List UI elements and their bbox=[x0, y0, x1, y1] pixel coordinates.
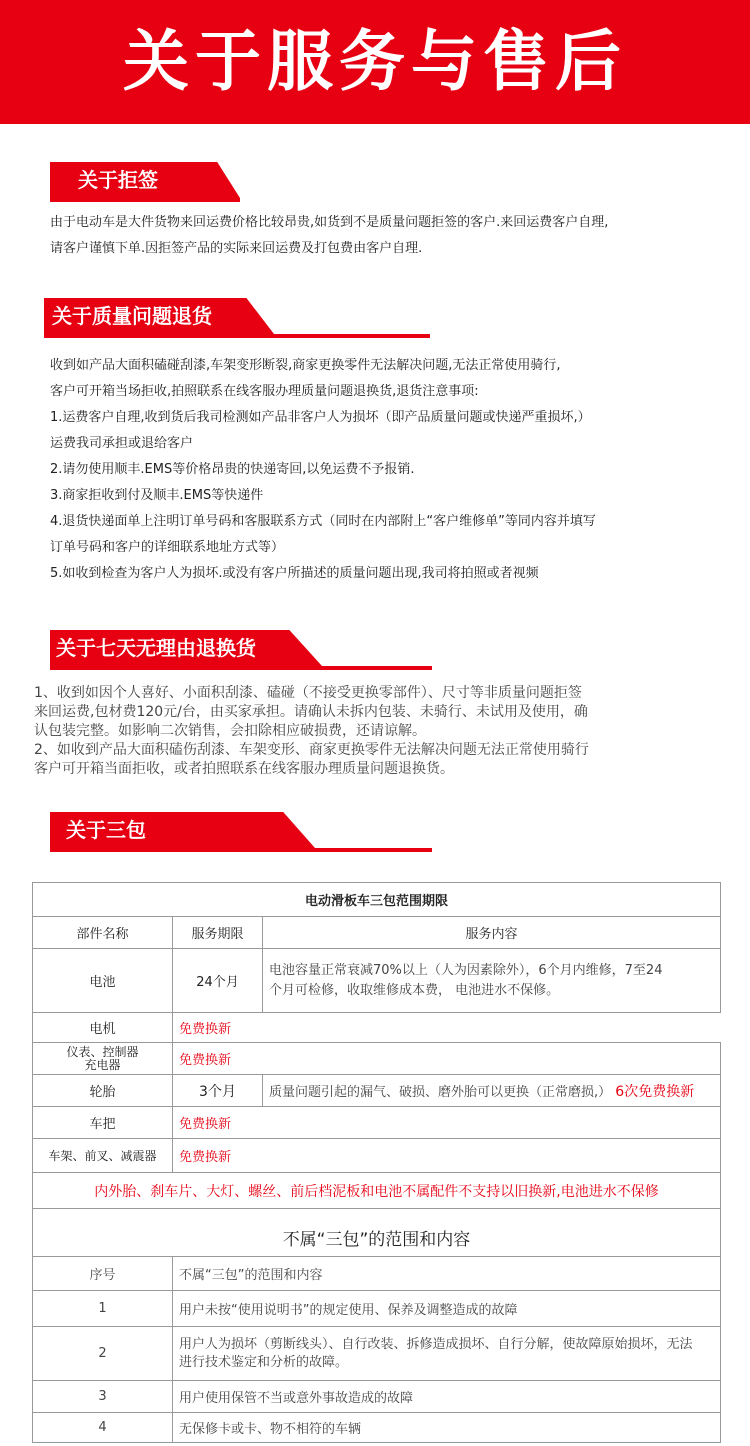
part-name-line: 仪表、控制器 bbox=[66, 1044, 139, 1059]
exclusion-title: 不属“三包”的范围和内容 bbox=[33, 1209, 721, 1257]
part-name-line: 充电器 bbox=[84, 1057, 121, 1072]
text-line: 1.运费客户自理,收到货后我司检测如产品非客户人为损坏（即产品质量问题或快递严重损坏,） bbox=[50, 410, 591, 425]
text-line: 2、如收到产品大面积磕伤刮漆、车架变形、商家更换零件无法解决问题无法正常使用骑行 bbox=[34, 742, 589, 758]
part-name: 车把 bbox=[33, 1107, 173, 1139]
section-header-refusal bbox=[50, 162, 240, 202]
warranty-table-title: 电动滑板车三包范围期限 bbox=[33, 883, 721, 917]
row-text: 用户使用保管不当或意外事故造成的故障 bbox=[173, 1381, 721, 1413]
text-line: 运费我司承担或退给客户 bbox=[50, 436, 194, 451]
section-title: 关于拒签 bbox=[78, 168, 158, 192]
text-line: 来回运费,包材费120元/台，由买家承担。请确认未拆内包装、未骑行、未试用及使用，确 bbox=[34, 704, 588, 720]
table-row bbox=[33, 949, 721, 1013]
text-line: 客户可开箱当场拒收,拍照联系在线客服办理质量问题退换货,退货注意事项: bbox=[50, 384, 479, 399]
row-text: 无保修卡或卡、物不相符的车辆 bbox=[173, 1413, 721, 1443]
tire-highlight: 6次免费换新 bbox=[615, 1083, 695, 1100]
row-text bbox=[173, 1327, 721, 1381]
row-number: 4 bbox=[33, 1413, 173, 1443]
banner-title: 关于服务与售后 bbox=[123, 23, 627, 100]
content-line: 电池容量正常衰减70%以上（人为因素除外），6个月内维修，7至24 bbox=[269, 962, 663, 978]
section-title: 关于质量问题退货 bbox=[52, 304, 212, 328]
row-number: 3 bbox=[33, 1381, 173, 1413]
service-content bbox=[263, 1075, 721, 1107]
table-row bbox=[33, 1043, 721, 1075]
header-part: 部件名称 bbox=[33, 917, 173, 949]
table-row bbox=[33, 1413, 721, 1443]
text-line: 5.如收到检查为客户人为损坏.或没有客户所描述的质量问题出现,我司将拍照或者视频 bbox=[50, 566, 539, 581]
section-body-quality-return bbox=[50, 353, 596, 587]
row-text-line: 进行技术鉴定和分析的故障。 bbox=[179, 1354, 349, 1370]
part-name bbox=[33, 1043, 173, 1075]
part-name: 电池 bbox=[33, 949, 173, 1013]
service-period: 免费换新 bbox=[173, 1107, 721, 1139]
text-line: 4.退货快递面单上注明订单号码和客服联系方式（同时在内部附上“客户维修单”等同内容并填写 bbox=[50, 514, 596, 529]
text-line: 由于电动车是大件货物来回运费价格比较昂贵,如货到不是质量问题拒签的客户.来回运费客户自理, bbox=[50, 215, 609, 230]
service-period: 24个月 bbox=[173, 949, 263, 1013]
text-line: 请客户谨慎下单.因拒签产品的实际来回运费及打包费由客户自理. bbox=[50, 241, 423, 256]
tire-content: 质量问题引起的漏气、破损、磨外胎可以更换（正常磨损,） bbox=[269, 1084, 612, 1100]
service-period: 3个月 bbox=[173, 1075, 263, 1107]
part-name: 电机 bbox=[33, 1013, 173, 1043]
row-number: 1 bbox=[33, 1291, 173, 1327]
section-header-seven-day bbox=[50, 630, 432, 670]
section-header-warranty bbox=[50, 812, 432, 852]
part-name: 轮胎 bbox=[33, 1075, 173, 1107]
table-row bbox=[33, 1381, 721, 1413]
service-period: 免费换新 bbox=[173, 1139, 721, 1173]
row-text: 用户未按“使用说明书”的规定使用、保养及调整造成的故障 bbox=[173, 1291, 721, 1327]
text-line: 客户可开箱当面拒收，或者拍照联系在线客服办理质量问题退换货。 bbox=[34, 761, 454, 777]
text-line: 3.商家拒收到付及顺丰.EMS等快递件 bbox=[50, 488, 264, 503]
text-line: 认包装完整。如影响二次销售，会扣除相应破损费，还请谅解。 bbox=[34, 723, 426, 739]
top-banner bbox=[0, 0, 750, 124]
row-number: 2 bbox=[33, 1327, 173, 1381]
table-row bbox=[33, 1107, 721, 1139]
section-title: 关于七天无理由退换货 bbox=[56, 636, 256, 660]
header-content: 服务内容 bbox=[263, 917, 721, 949]
header-exclusion: 不属“三包”的范围和内容 bbox=[173, 1257, 721, 1291]
service-period: 免费换新 bbox=[173, 1013, 721, 1043]
text-line: 订单号码和客户的详细联系地址方式等） bbox=[50, 540, 285, 555]
exclusion-table bbox=[32, 1256, 721, 1443]
section-body-refusal bbox=[50, 210, 608, 262]
text-line: 1、收到如因个人喜好、小面积刮漆、磕碰（不接受更换零部件）、尺寸等非质量问题拒签 bbox=[34, 685, 582, 701]
table-row bbox=[33, 1139, 721, 1173]
table-row bbox=[33, 1291, 721, 1327]
content-line: 个月可检修，收取维修成本费， 电池进水不保修。 bbox=[269, 982, 560, 998]
section-body-seven-day bbox=[34, 684, 589, 779]
warranty-notice: 内外胎、刹车片、大灯、螺丝、前后档泥板和电池不属配件不支持以旧换新,电池进水不保修 bbox=[33, 1173, 721, 1209]
warranty-table bbox=[32, 882, 721, 1257]
row-text-line: 用户人为损坏（剪断线头）、自行改装、拆修造成损坏、自行分解，使故障原始损坏，无法 bbox=[179, 1336, 693, 1352]
table-row bbox=[33, 1075, 721, 1107]
service-period: 免费换新 bbox=[173, 1043, 721, 1075]
text-line: 收到如产品大面积磕碰刮漆,车架变形断裂,商家更换零件无法解决问题,无法正常使用骑行, bbox=[50, 358, 561, 373]
service-content bbox=[263, 949, 721, 1013]
header-period: 服务期限 bbox=[173, 917, 263, 949]
table-row bbox=[33, 1327, 721, 1381]
section-title: 关于三包 bbox=[66, 818, 146, 842]
table-row bbox=[33, 1013, 721, 1043]
section-header-quality-return bbox=[44, 298, 430, 338]
header-number: 序号 bbox=[33, 1257, 173, 1291]
text-line: 2.请勿使用顺丰.EMS等价格昂贵的快递寄回,以免运费不予报销. bbox=[50, 462, 415, 477]
part-name: 车架、前叉、减震器 bbox=[33, 1139, 173, 1173]
